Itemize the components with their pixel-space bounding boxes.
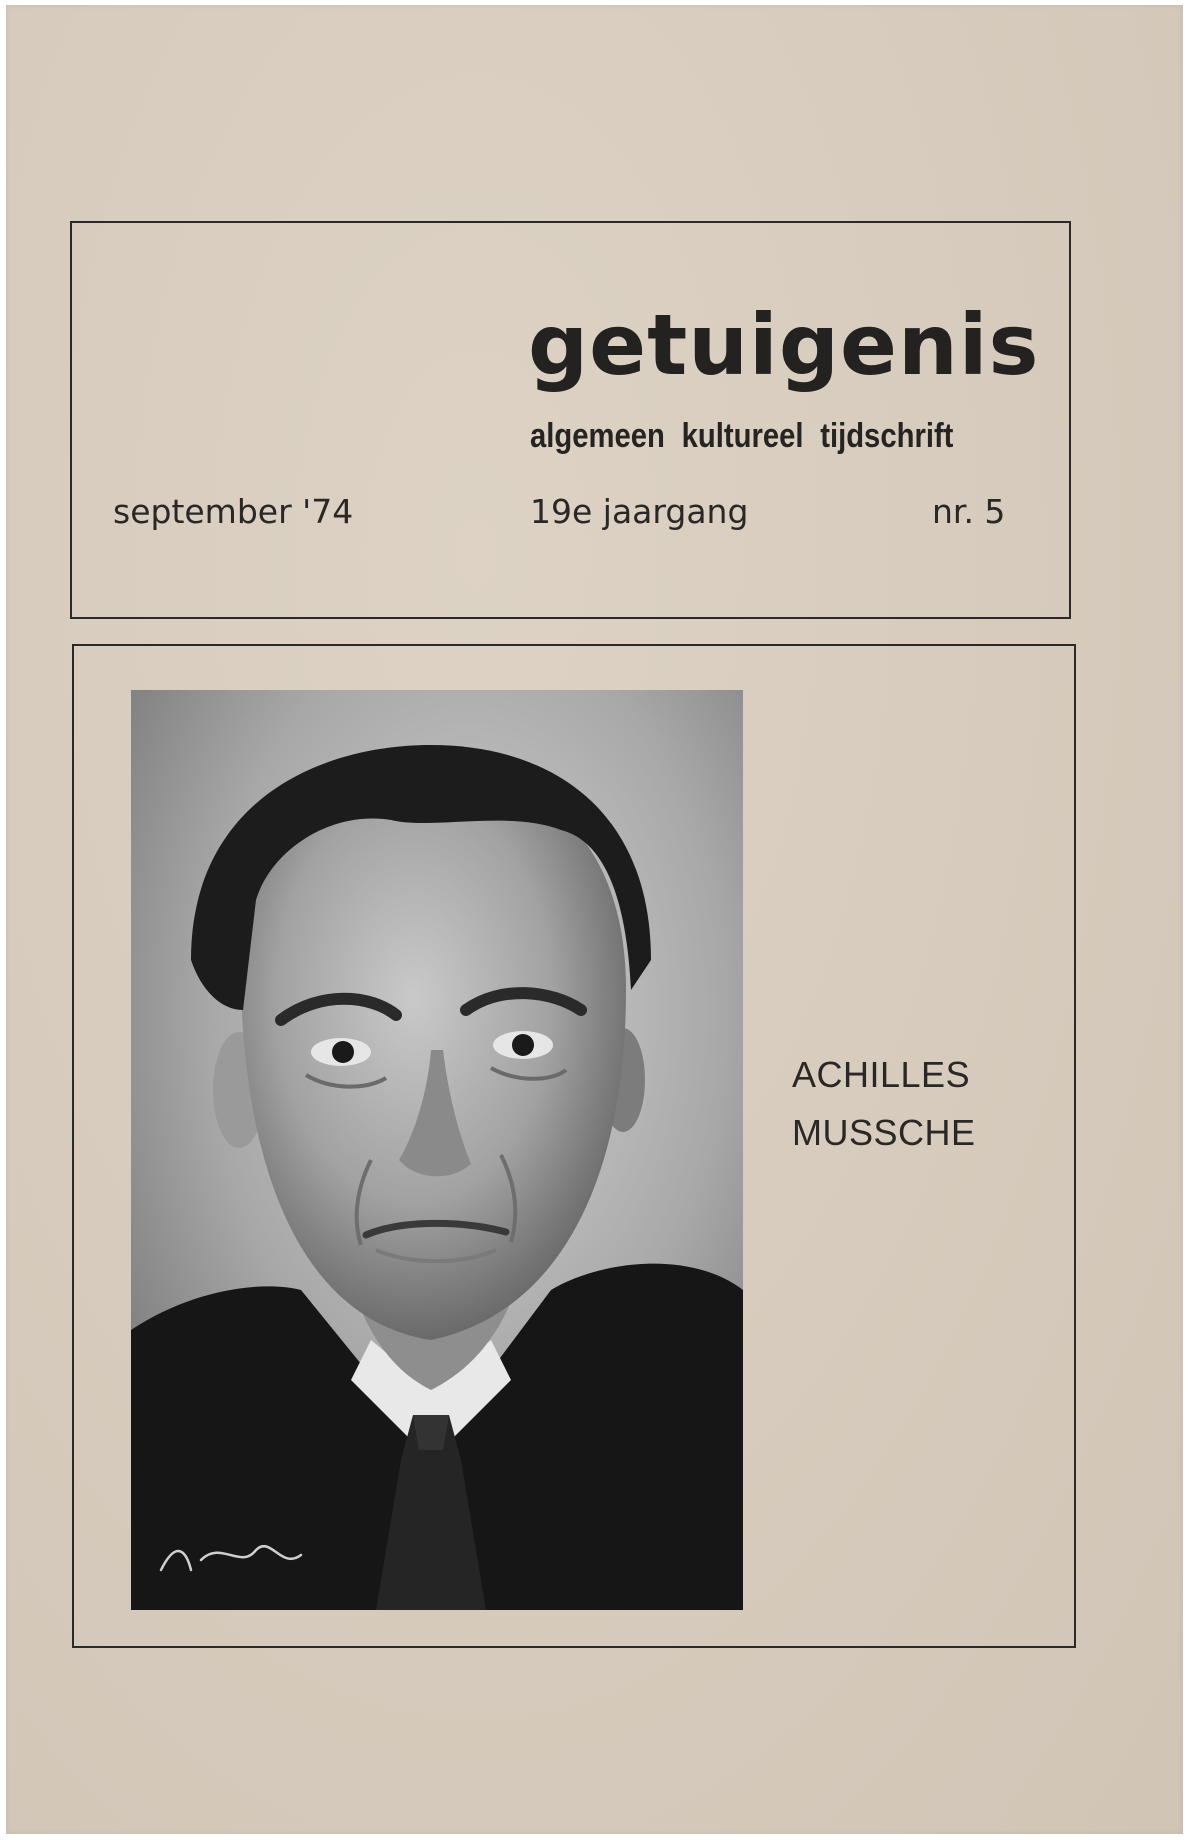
portrait-illustration (131, 690, 743, 1610)
issue-date: september '74 (113, 492, 354, 531)
feature-name-line-2: MUSSCHE (792, 1112, 976, 1153)
portrait-photo (131, 690, 743, 1610)
issue-number: nr. 5 (932, 492, 1006, 531)
feature-name-line-1: ACHILLES (792, 1054, 971, 1095)
feature-frame (72, 644, 1076, 1648)
magazine-subtitle: algemeen kultureel tijdschrift (530, 417, 954, 455)
masthead-frame (70, 221, 1071, 619)
feature-subject-name (792, 1046, 976, 1162)
volume-label: 19e jaargang (530, 492, 749, 531)
magazine-cover (6, 5, 1183, 1834)
magazine-title: getuigenis (528, 296, 1040, 394)
